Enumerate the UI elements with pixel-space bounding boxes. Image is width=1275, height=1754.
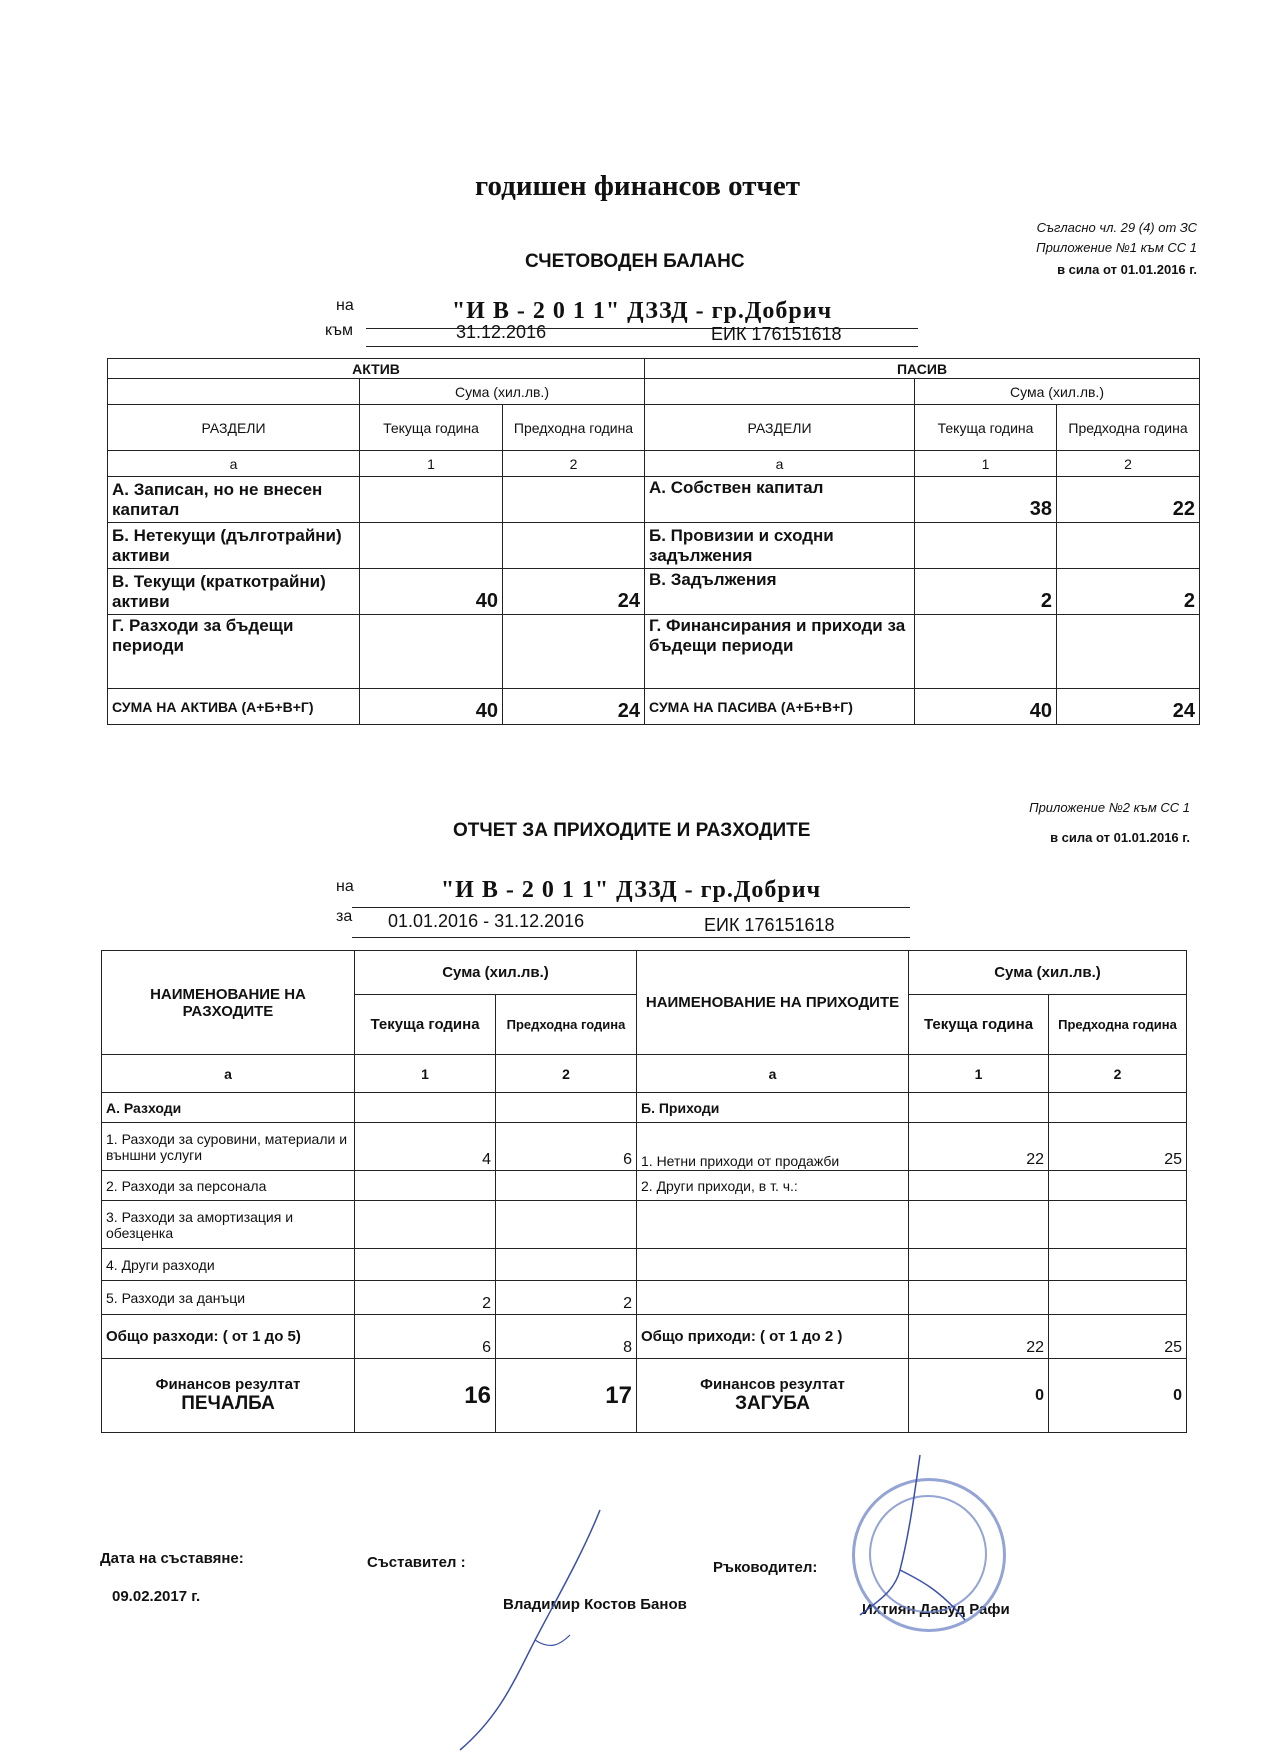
income-total-label: Общо приходи: ( от 1 до 2 ) — [637, 1315, 909, 1359]
compiler-name: Владимир Костов Банов — [503, 1596, 687, 1613]
document-title: годишен финансов отчет — [475, 170, 800, 202]
pasiv-razdeli-header: РАЗДЕЛИ — [645, 405, 915, 451]
result-row — [102, 1359, 1187, 1433]
expenses-group-label: А. Разходи — [102, 1093, 355, 1123]
loss-label: ЗАГУБА — [735, 1393, 810, 1414]
empty-cell — [355, 1093, 496, 1123]
income-na-label: на — [336, 878, 354, 895]
aktiv-header: АКТИВ — [108, 359, 645, 379]
aktiv-razdeli-header: РАЗДЕЛИ — [108, 405, 360, 451]
aktiv-col-1: 1 — [360, 451, 503, 477]
pasiv-total-label: СУМА НА ПАСИВА (А+Б+В+Г) — [645, 689, 915, 725]
pasiv-total-current: 40 — [915, 689, 1057, 725]
expense-row-current: 4 — [355, 1123, 496, 1171]
manager-signature-stroke — [860, 1455, 965, 1620]
expenses-col-1: 1 — [355, 1055, 496, 1093]
expense-row-current: 2 — [355, 1281, 496, 1315]
income-row-previous — [1049, 1281, 1187, 1315]
compiler-label: Съставител : — [367, 1554, 466, 1571]
pasiv-col-2: 2 — [1057, 451, 1200, 477]
expense-row-previous — [496, 1171, 637, 1201]
aktiv-total-previous: 24 — [503, 689, 645, 725]
expense-row-label: 4. Други разходи — [102, 1249, 355, 1281]
aktiv-row-current — [360, 615, 503, 689]
pasiv-row-current — [915, 615, 1057, 689]
manager-signature — [840, 1450, 980, 1660]
expenses-total-current: 6 — [355, 1315, 496, 1359]
aktiv-suma-header: Сума (хил.лв.) — [360, 379, 645, 405]
aktiv-row-label: В. Текущи (краткотрайни) активи — [108, 569, 360, 615]
table-row — [102, 1171, 1187, 1201]
manager-name: Ихтиян Давуд Рафи — [862, 1601, 1010, 1618]
table-row — [102, 1123, 1187, 1171]
income-total-previous: 25 — [1049, 1315, 1187, 1359]
compiler-signature-stroke — [535, 1635, 570, 1645]
compiler-signature-stroke — [460, 1510, 600, 1750]
income-name-header: НАИМЕНОВАНИЕ НА ПРИХОДИТЕ — [637, 951, 909, 1055]
table-row — [108, 477, 1200, 523]
income-eik: ЕИК 176151618 — [704, 915, 835, 935]
income-row-current — [909, 1201, 1049, 1249]
aktiv-row-previous — [503, 477, 645, 523]
income-period-line — [352, 911, 910, 938]
pasiv-row-previous — [1057, 523, 1200, 569]
aktiv-row-label: Г. Разходи за бъдещи периоди — [108, 615, 360, 689]
table-row — [108, 569, 1200, 615]
pasiv-suma-spacer — [645, 379, 915, 405]
income-za-label: за — [336, 908, 353, 925]
expenses-name-header: НАИМЕНОВАНИЕ НА РАЗХОДИТЕ — [102, 951, 355, 1055]
aktiv-previous-year-header: Предходна година — [503, 405, 645, 451]
manager-label: Ръководител: — [713, 1559, 818, 1576]
total-row — [108, 689, 1200, 725]
expenses-col-a: а — [102, 1055, 355, 1093]
expense-row-previous: 2 — [496, 1281, 637, 1315]
table-row — [108, 615, 1200, 689]
appendix-note: Приложение №1 към СС 1 — [1036, 240, 1197, 255]
income-row-previous — [1049, 1201, 1187, 1249]
income-row-current — [909, 1171, 1049, 1201]
pasiv-row-previous: 2 — [1057, 569, 1200, 615]
aktiv-row-label: А. Записан, но не внесен капитал — [108, 477, 360, 523]
income-table — [101, 950, 1187, 1433]
pasiv-row-label: В. Задължения — [645, 569, 915, 615]
aktiv-suma-spacer — [108, 379, 360, 405]
balance-date: 31.12.2016 — [456, 322, 547, 342]
income-col-1: 1 — [909, 1055, 1049, 1093]
profit-label: ПЕЧАЛБА — [181, 1393, 275, 1414]
income-group-label: Б. Приходи — [637, 1093, 909, 1123]
income-suma-header: Сума (хил.лв.) — [909, 951, 1187, 995]
table-row — [102, 1281, 1187, 1315]
profit-result-label: Финансов резултат — [155, 1376, 301, 1393]
pasiv-previous-year-header: Предходна година — [1057, 405, 1200, 451]
balance-title: СЧЕТОВОДЕН БАЛАНС — [525, 251, 745, 272]
expense-row-current — [355, 1201, 496, 1249]
pasiv-row-current: 2 — [915, 569, 1057, 615]
pasiv-current-year-header: Текуща година — [915, 405, 1057, 451]
pasiv-total-previous: 24 — [1057, 689, 1200, 725]
expense-row-previous: 6 — [496, 1123, 637, 1171]
empty-cell — [909, 1093, 1049, 1123]
aktiv-row-current — [360, 477, 503, 523]
income-row-label: 2. Други приходи, в т. ч.: — [637, 1171, 909, 1201]
expense-row-label: 2. Разходи за персонала — [102, 1171, 355, 1201]
income-row-current — [909, 1281, 1049, 1315]
aktiv-row-previous — [503, 615, 645, 689]
income-company-line — [352, 877, 910, 908]
balance-kam-label: към — [325, 322, 353, 339]
legal-basis-note: Съгласно чл. 29 (4) от ЗС — [1036, 220, 1197, 235]
income-row-label — [637, 1249, 909, 1281]
pasiv-col-a: а — [645, 451, 915, 477]
aktiv-col-2: 2 — [503, 451, 645, 477]
aktiv-row-label: Б. Нетекущи (дълготрайни) активи — [108, 523, 360, 569]
loss-current: 0 — [909, 1359, 1049, 1433]
profit-cell — [102, 1359, 355, 1433]
aktiv-total-current: 40 — [360, 689, 503, 725]
pasiv-row-previous — [1057, 615, 1200, 689]
income-col-a: а — [637, 1055, 909, 1093]
income-title: ОТЧЕТ ЗА ПРИХОДИТЕ И РАЗХОДИТЕ — [453, 820, 811, 841]
pasiv-row-label: Г. Финансирания и приходи за бъдещи периоди — [645, 615, 915, 689]
balance-company: "И В - 2 0 1 1" ДЗЗД - гр.Добрич — [451, 298, 833, 324]
income-previous-year-header: Предходна година — [1049, 995, 1187, 1055]
empty-cell — [1049, 1093, 1187, 1123]
aktiv-col-a: а — [108, 451, 360, 477]
aktiv-current-year-header: Текуща година — [360, 405, 503, 451]
pasiv-col-1: 1 — [915, 451, 1057, 477]
balance-table — [107, 358, 1200, 725]
table-row — [102, 1201, 1187, 1249]
empty-cell — [496, 1093, 637, 1123]
balance-na-label: на — [336, 297, 354, 314]
compilation-date: 09.02.2017 г. — [112, 1588, 201, 1605]
pasiv-row-label: А. Собствен капитал — [645, 477, 915, 523]
expenses-total-previous: 8 — [496, 1315, 637, 1359]
expense-row-current — [355, 1171, 496, 1201]
pasiv-row-current — [915, 523, 1057, 569]
income-row-current — [909, 1249, 1049, 1281]
aktiv-row-current: 40 — [360, 569, 503, 615]
expense-row-label: 5. Разходи за данъци — [102, 1281, 355, 1315]
expense-row-previous — [496, 1201, 637, 1249]
expenses-col-2: 2 — [496, 1055, 637, 1093]
effective-date-note: в сила от 01.01.2016 г. — [1057, 262, 1197, 277]
expenses-previous-year-header: Предходна година — [496, 995, 637, 1055]
expenses-total-label: Общо разходи: ( от 1 до 5) — [102, 1315, 355, 1359]
income-total-current: 22 — [909, 1315, 1049, 1359]
total-row — [102, 1315, 1187, 1359]
income-row-previous — [1049, 1249, 1187, 1281]
aktiv-total-label: СУМА НА АКТИВА (А+Б+В+Г) — [108, 689, 360, 725]
table-row — [108, 523, 1200, 569]
income-company: "И В - 2 0 1 1" ДЗЗД - гр.Добрич — [440, 877, 822, 903]
aktiv-row-current — [360, 523, 503, 569]
balance-eik: ЕИК 176151618 — [711, 324, 842, 344]
income-row-label — [637, 1201, 909, 1249]
pasiv-header: ПАСИВ — [645, 359, 1200, 379]
compiler-signature — [440, 1500, 620, 1754]
expense-row-label: 3. Разходи за амортизация и обезценка — [102, 1201, 355, 1249]
expenses-current-year-header: Текуща година — [355, 995, 496, 1055]
loss-previous: 0 — [1049, 1359, 1187, 1433]
income-row-previous: 25 — [1049, 1123, 1187, 1171]
income-col-2: 2 — [1049, 1055, 1187, 1093]
loss-result-label: Финансов резултат — [700, 1376, 845, 1393]
profit-previous: 17 — [496, 1359, 637, 1433]
aktiv-row-previous — [503, 523, 645, 569]
pasiv-row-current: 38 — [915, 477, 1057, 523]
pasiv-row-previous: 22 — [1057, 477, 1200, 523]
expense-row-previous — [496, 1249, 637, 1281]
aktiv-row-previous: 24 — [503, 569, 645, 615]
expenses-suma-header: Сума (хил.лв.) — [355, 951, 637, 995]
profit-current: 16 — [355, 1359, 496, 1433]
expense-row-label: 1. Разходи за суровини, материали и външни услуги — [102, 1123, 355, 1171]
income-row-previous — [1049, 1171, 1187, 1201]
compilation-date-label: Дата на съставяне: — [100, 1550, 244, 1567]
loss-cell — [637, 1359, 909, 1433]
income-current-year-header: Текуща година — [909, 995, 1049, 1055]
income-row-current: 22 — [909, 1123, 1049, 1171]
table-row — [102, 1249, 1187, 1281]
pasiv-suma-header: Сума (хил.лв.) — [915, 379, 1200, 405]
income-row-label — [637, 1281, 909, 1315]
income-row-label: 1. Нетни приходи от продажби — [637, 1123, 909, 1171]
income-appendix-note: Приложение №2 към СС 1 — [1029, 800, 1190, 815]
balance-date-line — [366, 322, 918, 347]
income-period: 01.01.2016 - 31.12.2016 — [388, 911, 585, 931]
pasiv-row-label: Б. Провизии и сходни задължения — [645, 523, 915, 569]
expense-row-current — [355, 1249, 496, 1281]
income-effective-date-note: в сила от 01.01.2016 г. — [1050, 830, 1190, 845]
